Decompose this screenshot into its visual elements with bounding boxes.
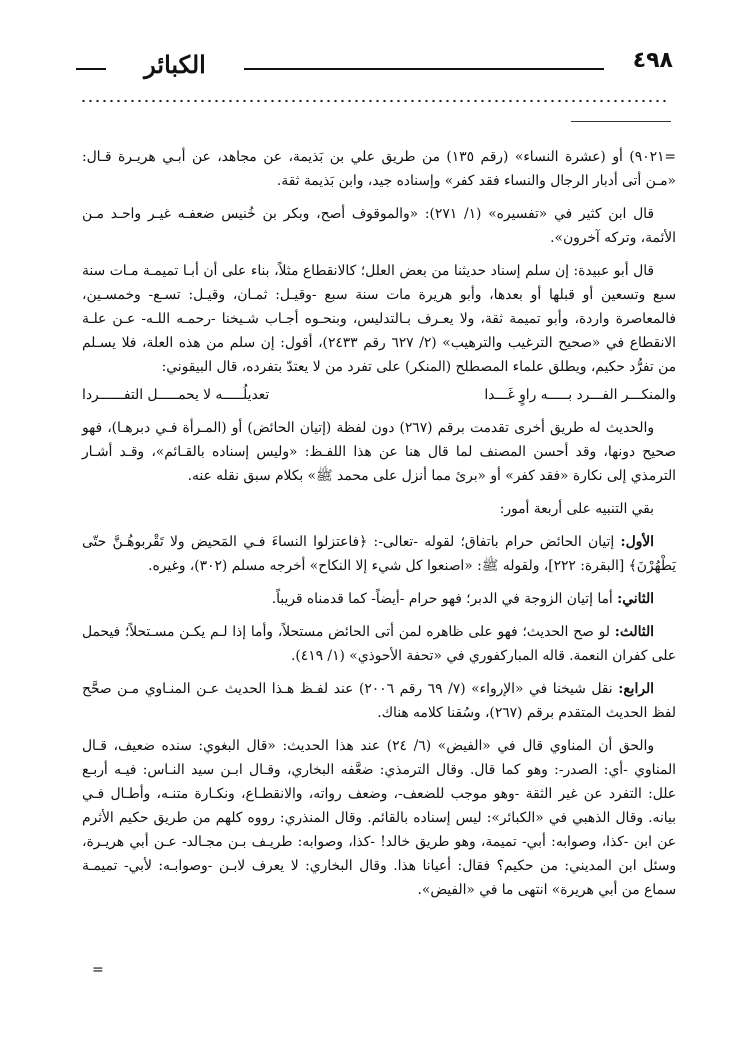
paragraph-third	[82, 620, 676, 668]
page-number: ٤٩٨	[632, 48, 673, 73]
second-lead: الثاني:	[617, 591, 654, 607]
third-lead: الثالث:	[614, 624, 654, 640]
paragraph-fourth	[82, 677, 676, 725]
third-text: لو صح الحديث؛ فهو على ظاهره لمن أتى الحائض مستحلاً، وأما إذا لـم يكـن مسـتحلاً؛ فيحمل على كفران النعمة. قاله المباركفوري في «تحفة الأحوذي» (١/ ٤١٩).	[82, 624, 676, 664]
paragraph-ibn-kathir: قال ابن كثير في «تفسيره» (١/ ٢٧١): «والموقوف أصح، وبكر بن خُنيس ضعفـه غيـر واحـد مـن الأئمة، وتركه آخرون».	[82, 206, 676, 246]
footnote-body	[82, 145, 676, 911]
paragraph-second	[82, 587, 676, 611]
paragraph-munawi: والحق أن المناوي قال في «الفيض» (٦/ ٢٤) عند هذا الحديث: «قال البغوي: سنده ضعيف، قـال المناوي -أي: الصدر-: وهو كما قال. وقال الترمذي: ضعَّفه البخاري، وقـال ابـن سيد النـاس: فيـه أربـع علل: التفرد عن غير الثقة -وهو موجب للضعف-، وضعف رواته، والانقطـاع، ونكـارة متنـه، وأطـال فـي بيانه. وقال الذهبي في «الكبائر»: ليس إسناده بالقائم. وقال المنذري: رووه كلهم من طريق حكيم الأثرم عن ابن -كذا، وصوابه: أبي- تميمة، وهو طريق خالد! -كذا، وصوابه: طريـف بـن مجـالد- عـن أبي هريـرة، وسئل ابن المديني: من حكيم؟ فقال: أعيانا هذا. وقال البخاري: لا يعرف لابـن -وصوابـه: لأبي- تميمـة سماع من أبي هريرة» انتهى ما في «الفيض».	[82, 738, 676, 898]
paragraph-four-matters: بقي التنبيه على أربعة أمور:	[499, 501, 654, 517]
fourth-text: نقل شيخنا في «الإرواء» (٧/ ٦٩ رقم ٢٠٠٦) عند لفـظ هـذا الحديث عـن المنـاوي مـن صحَّح لفظ الحديث المتقدم برقم (٢٦٧)، وسُقنا كلامه هناك.	[82, 681, 676, 721]
fourth-lead: الرابع:	[618, 681, 655, 697]
paragraph-abu-ubaida: قال أبو عبيدة: إن سلم إسناد حديثنا من بعض العلل؛ كالانقطاع مثلاً، بناء على أن أبـا تميمـة مـات سنة سبع وتسعين أو قبلها أو بعدها، وأبو هريرة مات سنة سبع -وقيـل: ثمـان، وقيـل: تسـع- وخمسـين، فالمعاصرة واردة، وأبو تميمة ثقة، ولا يعـرف بـالتدليس، وبنحـوه أجـاب شـيخنا -رحمـه اللـه- عـن علـة الانقطاع في «صحيح الترغيب والترهيب» (٢/ ٦٢٧ رقم ٢٤٣٣)، أقول: إن سلم من هذه العلة، فلا يسـلم من تفرُّد حكيم، ويطلق علماء المصطلح (المنكر) على تفرد من لا يعتدّ بتفرده، قال البيقوني:	[82, 263, 676, 375]
dotted-separator	[80, 99, 670, 103]
header-rule-right	[244, 68, 604, 70]
second-text: أما إتيان الزوجة في الدبر؛ فهو حرام -أيضاً- كما قدمناه قريباً.	[271, 591, 613, 607]
verse-second-hemistich: تعديلُـــــه لا يحمـــــل التفــــــردا	[82, 387, 270, 403]
footnote-rule	[571, 121, 671, 122]
page-header	[76, 46, 673, 86]
book-title: الكبائر	[144, 50, 206, 79]
first-lead: الأول:	[620, 534, 654, 550]
paragraph-first	[82, 530, 676, 578]
header-rule-left	[76, 68, 106, 70]
continuation-mark: =	[92, 962, 104, 978]
paragraph-continuation: =٩٠٢١) أو (عشرة النساء» (رقم ١٣٥) من طريق علي بن بَذيمة، عن مجاهد، عن أبـي هريـرة قـال: «مـن أتى أدبار الرجال والنساء فقد كفر» وإسناده جيد، وابن بَذيمة ثقة.	[82, 149, 676, 189]
first-text: إتيان الحائض حرام باتفاق؛ لقوله -تعالى-: ﴿فاعتزلوا النساءَ فـي المَحيض ولا تَقْربوهُـنَّ حتّى يَطْهُرْنَ﴾ [البقرة: ٢٢٢]، ولقوله ﷺ: «اصنعوا كل شيء إلا النكاح» أخرجه مسلم (٣٠٢)، وغيره.	[82, 534, 676, 574]
verse-first-hemistich: والمنكـــر الفـــرد بـــــه راوٍ غَـــدا	[484, 387, 676, 403]
book-title-logo	[110, 46, 240, 86]
paragraph-other-route: والحديث له طريق أخرى تقدمت برقم (٢٦٧) دون لفظة (إتيان الحائض) أو (المـرأة فـي دبرهـا)، فهو صحيح دونها، وقد أحسن المصنف لما قال هنا عن هذا اللفـظ: «وليس إسناده بالقـائم»، وقـد أشـار الترمذي إلى نكارة «فقد كفر» أو «برئ مما أنزل على محمد ﷺ» بكلام سبق نقله عنه.	[82, 420, 676, 484]
poem-verse	[82, 383, 676, 407]
